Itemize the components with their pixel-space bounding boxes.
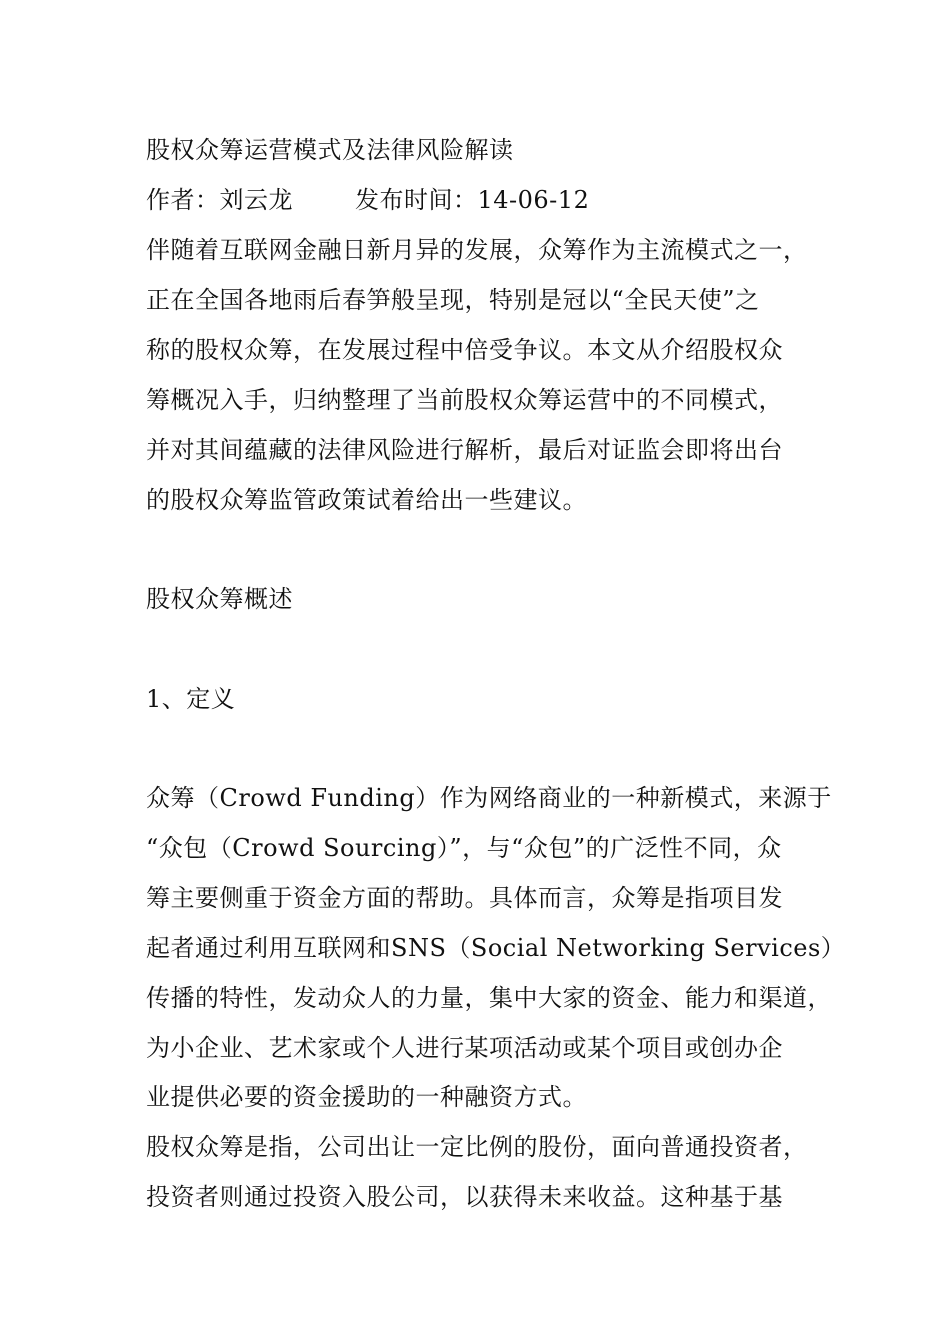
- equity-line: 股权众筹是指，公司出让一定比例的股份，面向普通投资者，: [146, 1133, 808, 1161]
- author-label: 作者：刘云龙: [146, 186, 293, 214]
- definition-line: 为小企业、艺术家或个人进行某项活动或某个项目或创办企: [146, 1034, 783, 1062]
- definition-line: 起者通过利用互联网和SNS（Social Networking Services）: [146, 934, 846, 962]
- subsection-heading: 1、定义: [146, 685, 236, 713]
- equity-line: 投资者则通过投资入股公司，以获得未来收益。这种基于基: [146, 1183, 783, 1211]
- definition-line: 筹主要侧重于资金方面的帮助。具体而言，众筹是指项目发: [146, 884, 783, 912]
- definition-line: “众包（Crowd Sourcing）”，与“众包”的广泛性不同，众: [146, 834, 782, 862]
- intro-line: 的股权众筹监管政策试着给出一些建议。: [146, 486, 587, 514]
- intro-line: 正在全国各地雨后春笋般呈现，特别是冠以“全民天使”之: [146, 286, 760, 314]
- intro-line: 伴随着互联网金融日新月异的发展，众筹作为主流模式之一，: [146, 236, 808, 264]
- publish-date-label: 发布时间：14-06-12: [355, 186, 590, 214]
- intro-line: 筹概况入手，归纳整理了当前股权众筹运营中的不同模式，: [146, 386, 783, 414]
- document-meta: [146, 185, 589, 215]
- definition-line: 业提供必要的资金援助的一种融资方式。: [146, 1083, 587, 1111]
- intro-line: 称的股权众筹，在发展过程中倍受争议。本文从介绍股权众: [146, 336, 783, 364]
- definition-line: 传播的特性，发动众人的力量，集中大家的资金、能力和渠道，: [146, 984, 832, 1012]
- intro-line: 并对其间蕴藏的法律风险进行解析，最后对证监会即将出台: [146, 436, 783, 464]
- section-heading: 股权众筹概述: [146, 585, 293, 613]
- definition-line: 众筹（Crowd Funding）作为网络商业的一种新模式，来源于: [146, 784, 832, 812]
- document-title: 股权众筹运营模式及法律风险解读: [146, 136, 514, 164]
